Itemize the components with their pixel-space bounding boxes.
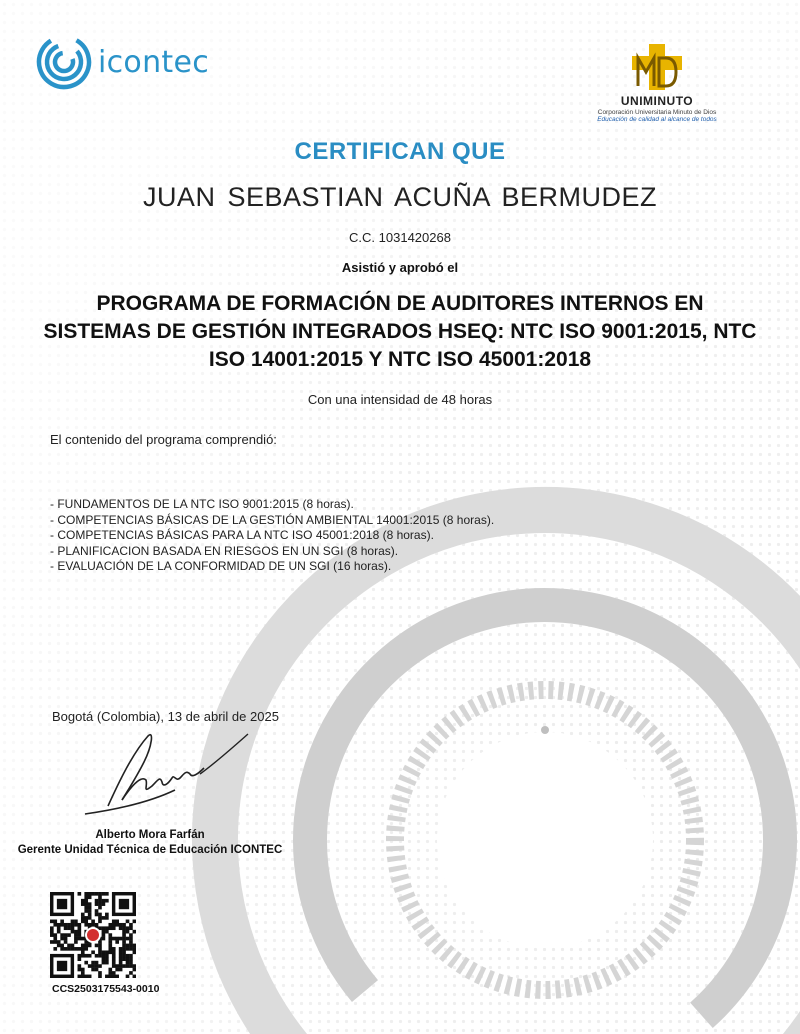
certifican-heading: CERTIFICAN QUE — [294, 138, 506, 165]
module-item: - FUNDAMENTOS DE LA NTC ISO 9001:2015 (8 horas). — [50, 497, 354, 511]
attended-text: Asistió y aprobó el — [341, 260, 459, 275]
icontec-wordmark: icontec — [98, 44, 210, 80]
signature-image — [80, 724, 255, 824]
recipient-name: JUAN SEBASTIAN ACUÑA BERMUDEZ — [142, 182, 658, 212]
module-item: - COMPETENCIAS BÁSICAS DE LA GESTIÓN AMBIENTAL 14001:2015 (8 horas). — [50, 512, 495, 527]
signer-title: Gerente Unidad Técnica de Educación ICONTEC — [17, 844, 283, 856]
signer-name: Alberto Mora Farfán — [95, 829, 205, 841]
module-list — [50, 497, 494, 575]
uniminuto-motto: Educación de calidad al alcance de todos — [597, 116, 717, 123]
program-intensity: Con una intensidad de 48 horas — [307, 392, 493, 407]
icontec-rings-icon — [36, 34, 92, 90]
module-item: - COMPETENCIAS BÁSICAS PARA LA NTC ISO 45001:2018 (8 horas). — [50, 528, 434, 542]
md-emblem-icon — [628, 42, 686, 92]
program-title: PROGRAMA DE FORMACIÓN DE AUDITORES INTERNOS EN SISTEMAS DE GESTIÓN INTEGRADOS HSEQ: NTC ISO 9001:2015, NTC ISO 14001:2015 Y NTC ISO 45001:2018 — [43, 292, 757, 371]
uniminuto-name: UNIMINUTO — [620, 94, 694, 108]
module-item: - PLANIFICACION BASADA EN RIESGOS EN UN SGI (8 horas). — [50, 543, 399, 558]
qr-code-icon[interactable] — [50, 892, 136, 978]
uniminuto-corporation: Corporación Universitaria Minuto de Dios — [597, 109, 717, 116]
uniminuto-logo — [592, 42, 722, 123]
place-date: Bogotá (Colombia), 13 de abril de 2025 — [52, 709, 279, 724]
certificate-code: CCS2503175543-0010 — [52, 983, 160, 995]
content-intro: El contenido del programa comprendió: — [50, 432, 277, 447]
icontec-logo — [36, 34, 209, 90]
module-item: - EVALUACIÓN DE LA CONFORMIDAD DE UN SGI (16 horas). — [50, 559, 392, 573]
recipient-id: C.C. 1031420268 — [349, 230, 451, 245]
